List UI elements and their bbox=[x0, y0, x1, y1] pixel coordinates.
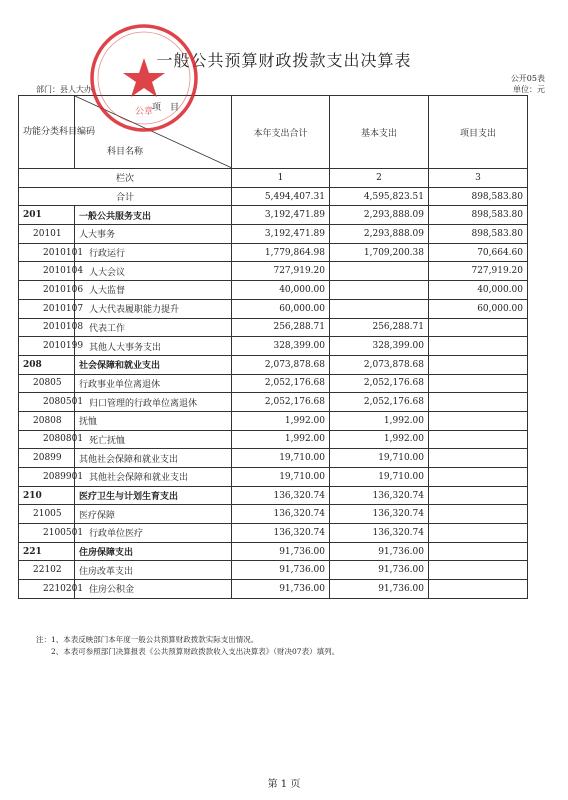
total-project: 898,583.80 bbox=[429, 187, 528, 206]
table-row bbox=[19, 337, 528, 356]
row-name: 人大代表履职能力提升 bbox=[75, 299, 232, 318]
table-row bbox=[19, 225, 528, 244]
row-name: 死亡抚恤 bbox=[75, 430, 232, 449]
seq-row bbox=[19, 169, 528, 188]
table-row bbox=[19, 262, 528, 281]
row-basic: 1,992.00 bbox=[330, 430, 429, 449]
row-project bbox=[429, 468, 528, 487]
row-project bbox=[429, 393, 528, 412]
func-class-header bbox=[19, 96, 96, 169]
row-basic: 136,320.74 bbox=[330, 524, 429, 543]
table-row bbox=[19, 561, 528, 580]
row-total: 2,052,176.68 bbox=[232, 374, 330, 393]
table-row bbox=[19, 468, 528, 487]
item-label: 项 目 bbox=[151, 103, 179, 113]
row-name: 住房公积金 bbox=[75, 580, 232, 599]
row-total: 136,320.74 bbox=[232, 524, 330, 543]
row-basic bbox=[330, 299, 429, 318]
row-code: 2010104 bbox=[19, 262, 75, 281]
row-total: 2,052,176.68 bbox=[232, 393, 330, 412]
row-total: 136,320.74 bbox=[232, 486, 330, 505]
row-code: 2010107 bbox=[19, 299, 75, 318]
total-amount: 5,494,407.31 bbox=[232, 187, 330, 206]
row-project: 70,664.60 bbox=[429, 243, 528, 262]
row-basic: 328,399.00 bbox=[330, 337, 429, 356]
row-project bbox=[429, 374, 528, 393]
row-total: 328,399.00 bbox=[232, 337, 330, 356]
notes bbox=[36, 634, 339, 658]
row-basic: 1,709,200.38 bbox=[330, 243, 429, 262]
page-number: 第 1 页 bbox=[267, 779, 301, 790]
row-code: 2080801 bbox=[19, 430, 75, 449]
row-basic: 91,736.00 bbox=[330, 542, 429, 561]
row-code: 22102 bbox=[19, 561, 75, 580]
row-total: 3,192,471.89 bbox=[232, 225, 330, 244]
row-total: 3,192,471.89 bbox=[232, 206, 330, 225]
row-total: 136,320.74 bbox=[232, 505, 330, 524]
row-basic: 19,710.00 bbox=[330, 449, 429, 468]
row-name: 代表工作 bbox=[75, 318, 232, 337]
row-basic: 2,293,888.09 bbox=[330, 206, 429, 225]
row-basic: 19,710.00 bbox=[330, 468, 429, 487]
table-row bbox=[19, 430, 528, 449]
row-name: 行政单位医疗 bbox=[75, 524, 232, 543]
row-project bbox=[429, 580, 528, 599]
table-row bbox=[19, 449, 528, 468]
row-total: 91,736.00 bbox=[232, 542, 330, 561]
row-name: 住房改革支出 bbox=[75, 561, 232, 580]
row-project bbox=[429, 355, 528, 374]
row-total: 19,710.00 bbox=[232, 468, 330, 487]
seq-2: 2 bbox=[330, 169, 429, 188]
table-row bbox=[19, 206, 528, 225]
row-code: 21005 bbox=[19, 505, 75, 524]
row-code: 2010101 bbox=[19, 243, 75, 262]
col-total-header: 本年支出合计 bbox=[232, 96, 330, 169]
table-row bbox=[19, 355, 528, 374]
row-total: 1,779,864.98 bbox=[232, 243, 330, 262]
col-basic-header: 基本支出 bbox=[330, 96, 429, 169]
row-project bbox=[429, 449, 528, 468]
col-project-header: 项目支出 bbox=[429, 96, 528, 169]
row-project bbox=[429, 542, 528, 561]
row-name: 医疗保障 bbox=[75, 505, 232, 524]
table-row bbox=[19, 243, 528, 262]
row-name: 人大会议 bbox=[75, 262, 232, 281]
row-basic: 256,288.71 bbox=[330, 318, 429, 337]
func-class-label: 功能分类科目编码 bbox=[23, 127, 96, 137]
row-basic: 1,992.00 bbox=[330, 411, 429, 430]
row-code: 210 bbox=[19, 486, 75, 505]
row-name: 一般公共服务支出 bbox=[75, 206, 232, 225]
row-code: 2210201 bbox=[19, 580, 75, 599]
table-row bbox=[19, 299, 528, 318]
row-code: 20805 bbox=[19, 374, 75, 393]
row-basic: 91,736.00 bbox=[330, 561, 429, 580]
row-project: 898,583.80 bbox=[429, 225, 528, 244]
table-row bbox=[19, 542, 528, 561]
row-code: 2080501 bbox=[19, 393, 75, 412]
row-basic: 136,320.74 bbox=[330, 505, 429, 524]
unit-label: 单位：元 bbox=[513, 85, 545, 94]
row-total: 256,288.71 bbox=[232, 318, 330, 337]
table-row bbox=[19, 486, 528, 505]
row-total: 1,992.00 bbox=[232, 430, 330, 449]
row-code: 20808 bbox=[19, 411, 75, 430]
row-total: 1,992.00 bbox=[232, 411, 330, 430]
seq-label: 栏次 bbox=[19, 169, 232, 188]
row-name: 医疗卫生与计划生育支出 bbox=[75, 486, 232, 505]
row-total: 91,736.00 bbox=[232, 561, 330, 580]
total-basic: 4,595,823.51 bbox=[330, 187, 429, 206]
row-name: 归口管理的行政单位离退休 bbox=[75, 393, 232, 412]
subject-name-label: 科目名称 bbox=[107, 147, 144, 157]
row-total: 60,000.00 bbox=[232, 299, 330, 318]
row-basic bbox=[330, 281, 429, 300]
note-2: 2、本表可参照部门决算报表《公共预算财政拨款收入支出决算表》（财决07表）填列。 bbox=[36, 647, 340, 656]
row-name: 其他社会保障和就业支出 bbox=[75, 468, 232, 487]
row-name: 行政事业单位离退休 bbox=[75, 374, 232, 393]
row-project bbox=[429, 337, 528, 356]
row-total: 40,000.00 bbox=[232, 281, 330, 300]
svg-text:公章: 公章 bbox=[134, 107, 154, 117]
row-basic: 2,073,878.68 bbox=[330, 355, 429, 374]
row-project: 727,919.20 bbox=[429, 262, 528, 281]
document-title: 一般公共预算财政拨款支出决算表 bbox=[156, 51, 412, 70]
row-name: 住房保障支出 bbox=[75, 542, 232, 561]
row-project: 60,000.00 bbox=[429, 299, 528, 318]
row-basic: 2,052,176.68 bbox=[330, 393, 429, 412]
row-project bbox=[429, 486, 528, 505]
row-basic: 2,052,176.68 bbox=[330, 374, 429, 393]
row-project: 898,583.80 bbox=[429, 206, 528, 225]
total-label: 合计 bbox=[19, 187, 232, 206]
row-project bbox=[429, 318, 528, 337]
row-name: 其他人大事务支出 bbox=[75, 337, 232, 356]
table-row bbox=[19, 524, 528, 543]
row-project bbox=[429, 430, 528, 449]
row-code: 208 bbox=[19, 355, 75, 374]
row-project bbox=[429, 524, 528, 543]
table-row bbox=[19, 505, 528, 524]
form-number: 公开05表 bbox=[510, 74, 545, 83]
row-code: 2010199 bbox=[19, 337, 75, 356]
table-row bbox=[19, 393, 528, 412]
official-seal bbox=[88, 22, 200, 134]
seq-1: 1 bbox=[232, 169, 330, 188]
row-code: 2010106 bbox=[19, 281, 75, 300]
table-row bbox=[19, 374, 528, 393]
row-code: 221 bbox=[19, 542, 75, 561]
row-basic: 136,320.74 bbox=[330, 486, 429, 505]
table-row bbox=[19, 580, 528, 599]
row-code: 20899 bbox=[19, 449, 75, 468]
row-code: 2089901 bbox=[19, 468, 75, 487]
table-row bbox=[19, 318, 528, 337]
row-total: 2,073,878.68 bbox=[232, 355, 330, 374]
table-row bbox=[19, 411, 528, 430]
total-row bbox=[19, 187, 528, 206]
table-body bbox=[19, 206, 528, 598]
row-project: 40,000.00 bbox=[429, 281, 528, 300]
row-project bbox=[429, 561, 528, 580]
seq-3: 3 bbox=[429, 169, 528, 188]
row-project bbox=[429, 411, 528, 430]
row-project bbox=[429, 505, 528, 524]
row-total: 91,736.00 bbox=[232, 580, 330, 599]
row-name: 人大监督 bbox=[75, 281, 232, 300]
row-basic: 2,293,888.09 bbox=[330, 225, 429, 244]
row-basic: 91,736.00 bbox=[330, 580, 429, 599]
row-name: 其他社会保障和就业支出 bbox=[75, 449, 232, 468]
row-name: 人大事务 bbox=[75, 225, 232, 244]
expenditure-table bbox=[18, 95, 528, 599]
row-code: 2010108 bbox=[19, 318, 75, 337]
row-name: 行政运行 bbox=[75, 243, 232, 262]
row-name: 抚恤 bbox=[75, 411, 232, 430]
row-basic bbox=[330, 262, 429, 281]
row-code: 2100501 bbox=[19, 524, 75, 543]
table-row bbox=[19, 281, 528, 300]
row-total: 727,919.20 bbox=[232, 262, 330, 281]
row-code: 201 bbox=[19, 206, 75, 225]
row-code: 20101 bbox=[19, 225, 75, 244]
row-name: 社会保障和就业支出 bbox=[75, 355, 232, 374]
department-label: 部门：县人大办 bbox=[36, 85, 92, 94]
note-1: 注：1、本表反映部门本年度一般公共预算财政拨款实际支出情况。 bbox=[36, 635, 259, 644]
row-total: 19,710.00 bbox=[232, 449, 330, 468]
